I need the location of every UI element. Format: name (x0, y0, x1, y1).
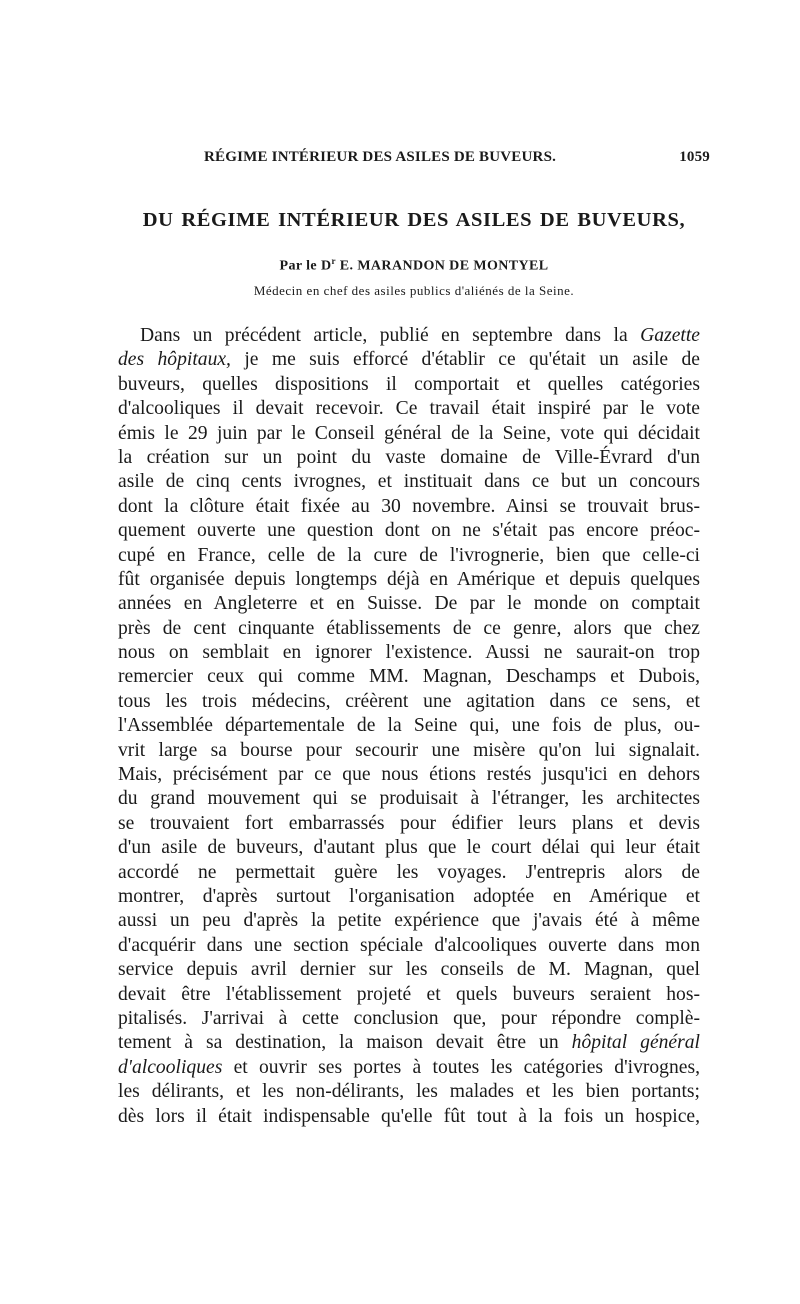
text-line (118, 787, 700, 811)
text-line (118, 1007, 700, 1031)
text-line (118, 446, 700, 470)
text-segment: d'acquérir dans une section spéciale d'alcooliques ouverte dans mon (118, 934, 700, 956)
text-line (118, 1080, 700, 1104)
text-line (118, 665, 700, 689)
text-segment: Mais, précisément par ce que nous étions restés jusqu'ici en dehors (118, 764, 700, 786)
italic-segment: hôpital général (571, 1032, 700, 1054)
text-line (118, 544, 700, 568)
text-line (118, 348, 700, 372)
text-segment: Dans un précédent article, publié en septembre dans la (140, 325, 641, 346)
text-line (118, 617, 700, 641)
text-line (118, 422, 700, 446)
text-line (118, 397, 700, 421)
text-segment: service depuis avril dernier sur les conseils de M. Magnan, quel (118, 959, 700, 981)
text-segment: cupé en France, celle de la cure de l'ivrognerie, bien que celle-ci (118, 544, 700, 566)
article-title: DU RÉGIME INTÉRIEUR DES ASILES DE BUVEURS, (142, 209, 686, 231)
text-segment: années en Angleterre et en Suisse. De par le monde on comptait (118, 593, 700, 615)
text-segment: buveurs, quelles dispositions il comportait et quelles catégories (118, 373, 700, 395)
text-segment: la création sur un point du vaste domaine de Ville-Évrard d'un (118, 446, 700, 468)
text-segment: accordé ne permettait guère les voyages. J'entrepris alors de (118, 861, 700, 883)
text-line (118, 641, 700, 665)
text-line (118, 714, 700, 738)
text-line (118, 885, 700, 909)
text-line (118, 592, 700, 616)
text-segment: et ouvrir ses portes à toutes les catégories d'ivrognes, (222, 1056, 700, 1078)
text-segment: près de cent cinquante établissements de ce genre, alors que chez (118, 617, 700, 639)
text-segment: se trouvaient fort embarrassés pour édifier leurs plans et devis (118, 812, 700, 834)
italic-segment: des hôpitaux, (118, 349, 231, 371)
text-segment: aussi un peu d'après la petite expérience que j'avais été à même (118, 910, 700, 932)
italic-segment: d'alcooliques (118, 1056, 223, 1078)
text-line (118, 690, 700, 714)
text-segment: quement ouverte une question dont on ne s'était pas encore préoc- (118, 520, 700, 542)
text-segment: d'alcooliques il devait recevoir. Ce travail était inspiré par le vote (118, 398, 700, 420)
text-segment: tement à sa destination, la maison devait être un (118, 1032, 572, 1054)
italic-segment: Gazette (640, 325, 700, 346)
text-segment: les délirants, et les non-délirants, les malades et les bien portants; (118, 1081, 700, 1103)
text-segment: je me suis efforcé d'établir ce qu'était un asile de (230, 349, 700, 371)
text-segment: asile de cinq cents ivrognes, et instituait dans ce but un concours (118, 471, 700, 493)
text-segment: l'Assemblée départementale de la Seine qui, une fois de plus, ou- (118, 715, 700, 737)
text-segment: montrer, d'après surtout l'organisation adoptée en Amérique et (118, 885, 700, 907)
text-segment: tous les trois médecins, créèrent une agitation dans ce sens, et (118, 690, 700, 712)
article-byline: Par le $D^r$ E. MARANDON DE MONTYEL (279, 256, 549, 274)
text-segment: pitalisés. J'arrivai à cette conclusion que, pour répondre complè- (118, 1007, 700, 1029)
text-line (118, 495, 700, 519)
text-segment: dont la clôture était fixée au 30 novembre. Ainsi se trouvait brus- (118, 495, 700, 517)
article-body (118, 324, 700, 1129)
text-segment: fût organisée depuis longtemps déjà en Amérique et depuis quelques (118, 568, 700, 590)
text-line (118, 373, 700, 397)
text-line (118, 812, 700, 836)
text-line (118, 958, 700, 982)
text-line (118, 1031, 700, 1055)
text-segment: vrit large sa bourse pour secourir une misère qu'on lui signalait. (118, 739, 700, 761)
text-line (118, 1105, 700, 1129)
text-segment: nous on semblait en ignorer l'existence. Aussi ne saurait-on trop (118, 642, 700, 664)
text-line (118, 324, 700, 348)
text-line (118, 739, 700, 763)
text-segment: du grand mouvement qui se produisait à l'étranger, les architectes (118, 788, 700, 810)
running-head-title: RÉGIME INTÉRIEUR DES ASILES DE BUVEURS. (204, 149, 557, 165)
page-number: 1059 (679, 149, 710, 165)
author-affiliation: Médecin en chef des asiles publics d'aliénés de la Seine. (253, 283, 575, 298)
text-segment: émis le 29 juin par le Conseil général de la Seine, vote qui décidait (118, 422, 700, 444)
text-line (118, 836, 700, 860)
text-line (118, 470, 700, 494)
text-line (118, 1056, 700, 1080)
text-segment: dès lors il était indispensable qu'elle fût tout à la fois un hospice, (118, 1105, 700, 1127)
text-line (118, 983, 700, 1007)
text-segment: d'un asile de buveurs, d'autant plus que le court délai qui leur était (118, 837, 700, 859)
text-segment: devait être l'établissement projeté et quels buveurs seraient hos- (118, 983, 700, 1005)
text-line (118, 934, 700, 958)
text-line (118, 519, 700, 543)
text-line (118, 861, 700, 885)
text-segment: remercier ceux qui comme MM. Magnan, Deschamps et Dubois, (118, 666, 700, 688)
text-line (118, 909, 700, 933)
running-head (118, 149, 710, 169)
text-line (118, 568, 700, 592)
text-line (118, 763, 700, 787)
